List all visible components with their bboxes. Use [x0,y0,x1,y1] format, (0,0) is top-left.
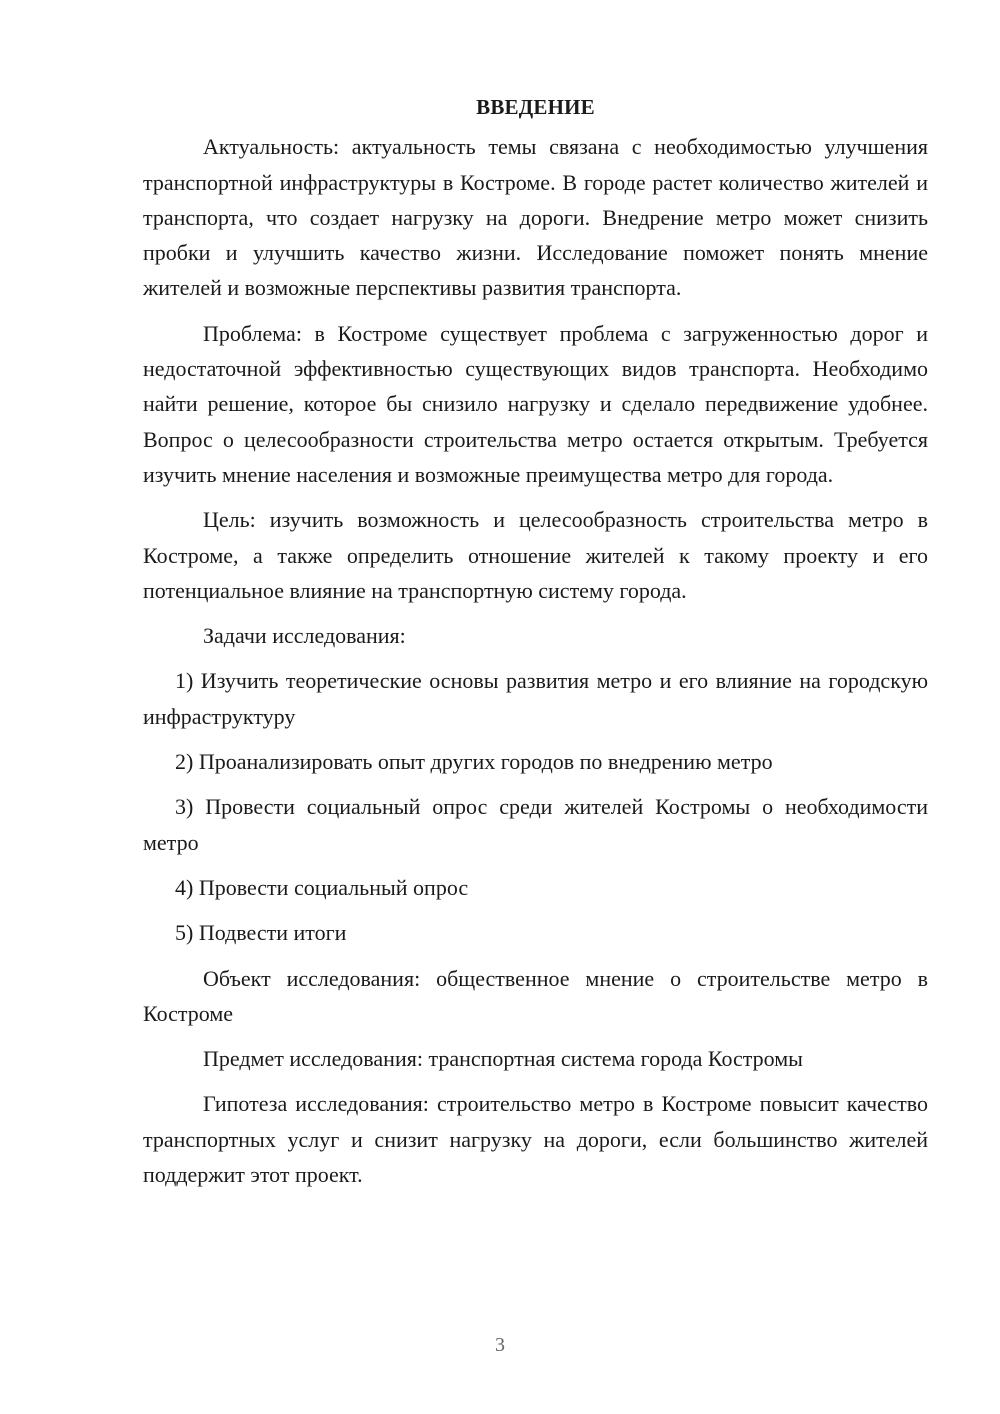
paragraph-relevance: Актуальность: актуальность темы связана с необходимостью улучшения транспортной инфраструктуры в Костроме. В городе растет количество жителей и транспорта, что создает нагрузку на дороги. Внедрение метро может снизить пробки и улучшить качество жизни. Исследование поможет понять мнение жителей и возможные перспективы развития транспорта. [143,134,928,301]
paragraph-goal: Цель: изучить возможность и целесообразность строительства метро в Костроме, а также определить отношение жителей к такому проекту и его потенциальное влияние на транспортную систему города. [143,507,928,603]
task-item-2: 2) Проанализировать опыт других городов по внедрению метро [175,749,773,775]
task-item-4: 4) Провести социальный опрос [175,874,469,900]
task-item-3: 3) Провести социальный опрос среди жителей Костромы о необходимости метро [143,794,928,855]
paragraph-object: Объект исследования: общественное мнение о строительстве метро в Костроме [143,965,928,1026]
page-number: 3 [495,1334,505,1356]
tasks-heading: Задачи исследования: [203,623,406,649]
task-item-5: 5) Подвести итоги [175,920,347,946]
task-item-1: 1) Изучить теоретические основы развития метро и его влияние на городскую инфраструктуру [143,668,928,729]
paragraph-hypothesis: Гипотеза исследования: строительство метро в Костроме повысит качество транспортных услуг и снизит нагрузку на дороги, если большинство жителей поддержит этот проект. [143,1091,928,1188]
paragraph-subject: Предмет исследования: транспортная система города Костромы [203,1046,803,1072]
page-content [143,90,928,1202]
paragraph-problem: Проблема: в Костроме существует проблема с загруженностью дорог и недостаточной эффективностью существующих видов транспорта. Необходимо найти решение, которое бы снизило нагрузку и сделало передвижение удобнее. Вопрос о целесообразности строительства метро остается открытым. Требуется изучить мнение населения и возможные преимущества метро для города. [143,320,928,487]
section-title: ВВЕДЕНИЕ [476,95,595,119]
